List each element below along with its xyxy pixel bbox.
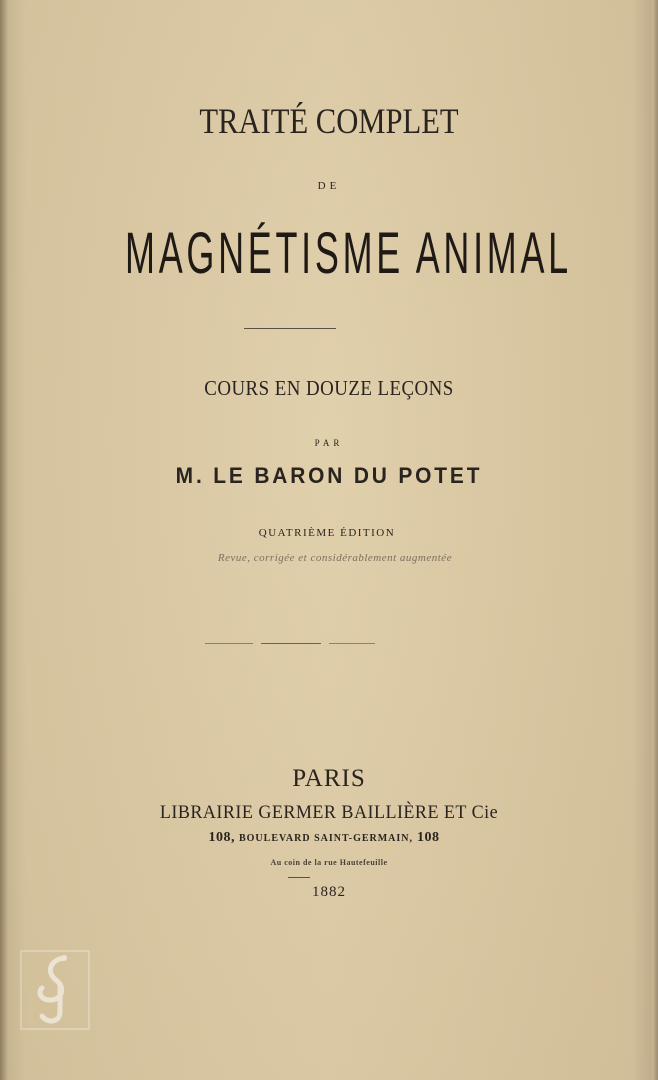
year-divider bbox=[288, 877, 310, 878]
title-line-1: TRAITÉ COMPLET bbox=[199, 101, 459, 141]
by-label: PAR bbox=[314, 438, 344, 448]
subtitle: COURS EN DOUZE LEÇONS bbox=[204, 376, 454, 400]
edition-note: Revue, corrigée et considérablement augmentée bbox=[217, 552, 453, 564]
edition: QUATRIÈME ÉDITION bbox=[258, 527, 396, 539]
address-street: BOULEVARD SAINT-GERMAIN, bbox=[238, 833, 414, 844]
author: M. LE BARON DU POTET bbox=[175, 463, 483, 488]
imprint-publisher: LIBRAIRIE GERMER BAILLIÈRE ET Cie bbox=[159, 802, 499, 823]
ornament-divider bbox=[205, 642, 375, 646]
imprint-corner-note: Au coin de la rue Hautefeuille bbox=[270, 858, 388, 867]
imprint-address bbox=[0, 830, 653, 846]
address-number-left: 108, bbox=[208, 830, 235, 845]
page-edge-right bbox=[652, 0, 658, 1080]
imprint-city: PARIS bbox=[292, 765, 366, 792]
title-connector: DE bbox=[317, 180, 341, 192]
page-edge-left bbox=[0, 0, 8, 1080]
library-monogram-icon bbox=[20, 950, 90, 1030]
title-line-2: MAGNÉTISME ANIMAL bbox=[125, 221, 572, 286]
imprint-year: 1882 bbox=[312, 884, 346, 900]
address-number-right: 108 bbox=[417, 830, 440, 845]
title-divider bbox=[244, 328, 336, 329]
